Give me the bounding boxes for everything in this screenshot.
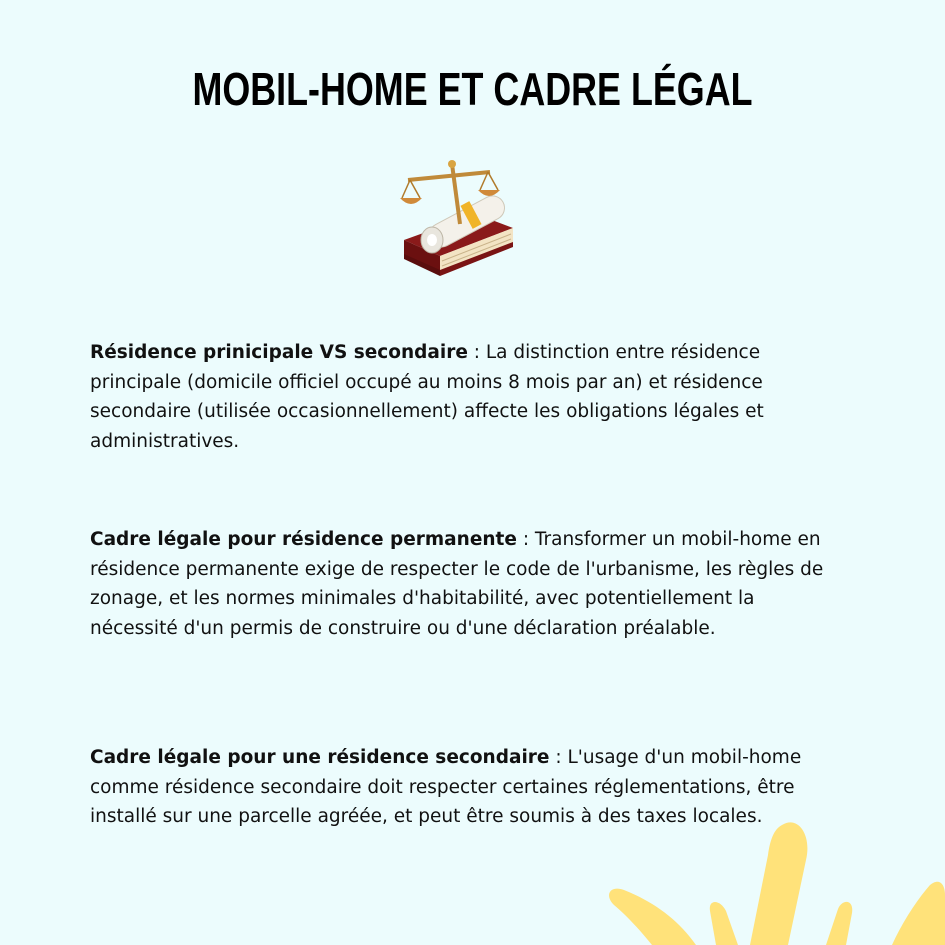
section-heading: Cadre légale pour résidence permanente xyxy=(90,529,517,550)
section-text: : La distinction entre résidence principale (domicile officiel occupé au moins 8 mois par an) et résidence secondaire (utilisée occasionnellement) affecte les obligations légales et administratives. xyxy=(90,342,764,452)
section-text: : L'usage d'un mobil-home comme résidence secondaire doit respecter certaines réglementations, être installé sur une parcelle agréée, et peut être soumis à des taxes locales. xyxy=(90,747,802,827)
section-residence-principale xyxy=(90,338,830,456)
law-scales-and-book-icon xyxy=(396,158,518,290)
section-heading: Résidence prinicipale VS secondaire xyxy=(90,342,468,363)
section-heading: Cadre légale pour une résidence secondaire xyxy=(90,747,550,768)
decorative-sun-rays xyxy=(600,815,945,945)
page-title: MOBIL-HOME ET CADRE LÉGAL xyxy=(192,63,753,115)
section-residence-permanente xyxy=(90,525,830,643)
section-text: : Transformer un mobil-home en résidence permanente exige de respecter le code de l'urbanisme, les règles de zonage, et les normes minimales d'habitabilité, avec potentiellement la nécessité d'un permis de construire ou d'une déclaration préalable. xyxy=(90,529,824,639)
